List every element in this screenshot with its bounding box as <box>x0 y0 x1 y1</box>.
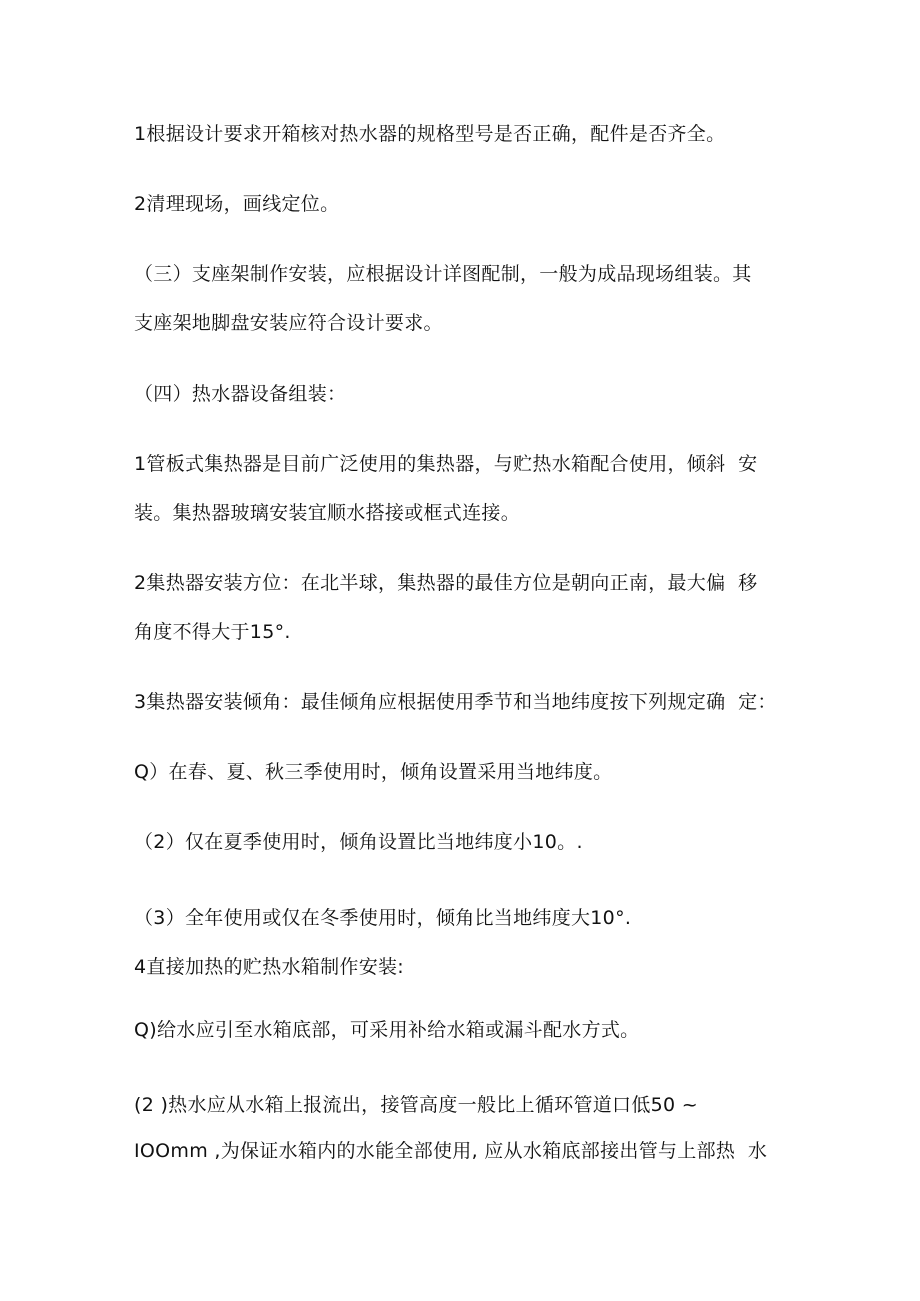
text-line: IOOmm ,为保证水箱内的水能全部使用, 应从水箱底部接出管与上部热 水 <box>134 1140 768 1162</box>
text-line: Q）在春、夏、秋三季使用时，倾角设置采用当地纬度。 <box>134 761 613 783</box>
text-line: 装。集热器玻璃安装宜顺水搭接或框式连接。 <box>134 502 521 524</box>
text-line: Q)给水应引至水箱底部，可采用补给水箱或漏斗配水方式。 <box>134 1019 640 1041</box>
text-line: 3集热器安装倾角：最佳倾角应根据使用季节和当地纬度按下列规定确 定： <box>134 691 777 713</box>
text-line: 支座架地脚盘安装应符合设计要求。 <box>134 312 443 334</box>
text-line: （三）支座架制作安装，应根据设计详图配制，一般为成品现场组装。其 <box>134 263 752 285</box>
text-line: 1根据设计要求开箱核对热水器的规格型号是否正确，配件是否齐全。 <box>134 123 726 145</box>
text-line: (2 )热水应从水箱上报流出，接管高度一般比上循环管道口低50 ~ <box>134 1094 698 1116</box>
text-line: （3）全年使用或仅在冬季使用时，倾角比当地纬度大10°. <box>134 907 632 929</box>
text-line: 1管板式集热器是目前广泛使用的集热器，与贮热水箱配合使用，倾斜 安 <box>134 453 758 475</box>
text-line: 2集热器安装方位：在北半球，集热器的最佳方位是朝向正南，最大偏 移 <box>134 572 758 594</box>
text-line: 角度不得大于15°. <box>134 621 291 643</box>
text-line: （2）仅在夏季使用时，倾角设置比当地纬度小10。. <box>134 831 583 853</box>
text-line: （四）热水器设备组装： <box>134 383 347 405</box>
text-line: 4直接加热的贮热水箱制作安装: <box>134 956 404 978</box>
text-line: 2清理现场，画线定位。 <box>134 193 340 215</box>
